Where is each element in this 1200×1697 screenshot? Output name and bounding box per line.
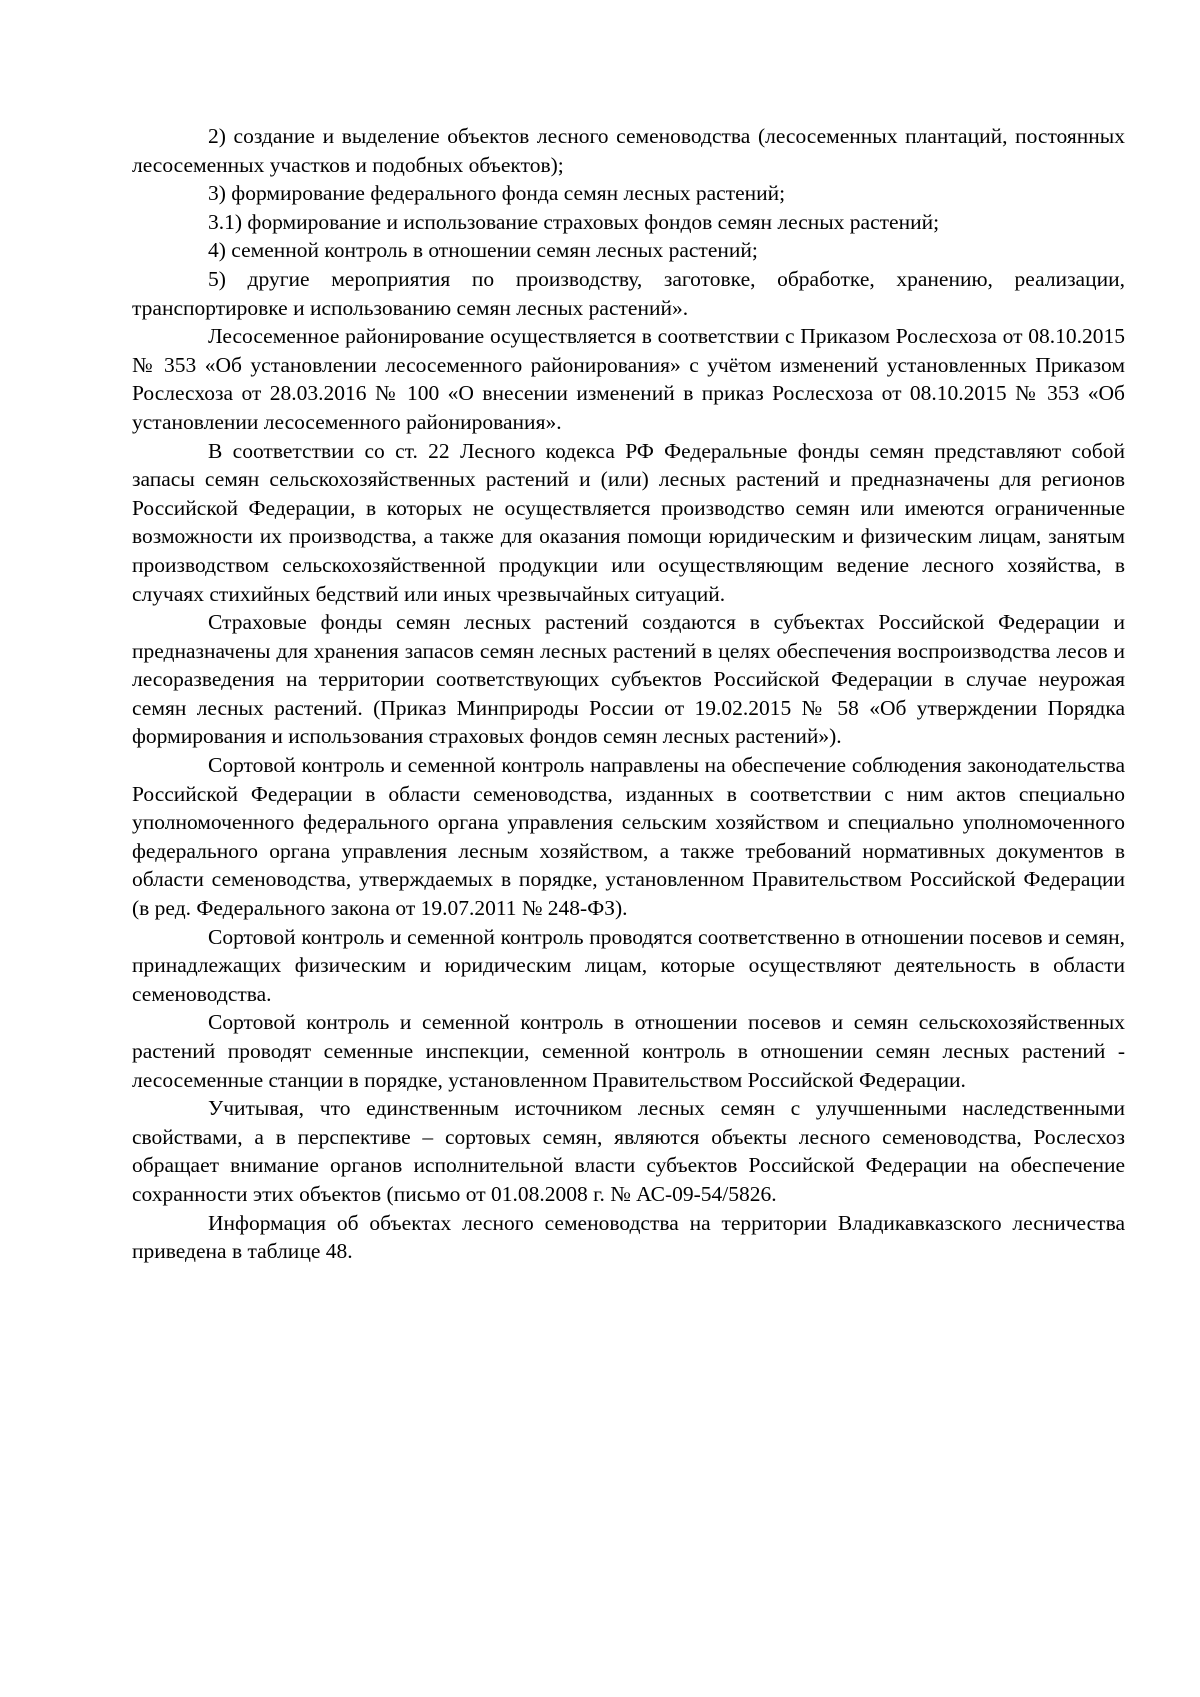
paragraph-table-reference: Информация об объектах лесного семеноводства на территории Владикавказского лесничества приведена в таблице 48. <box>132 1210 1125 1264</box>
paragraph-preservation-notice: Учитывая, что единственным источником лесных семян с улучшенными наследственными свойствами, а в перспективе – сортовых семян, являются объекты лесного семеноводства, Рослесхоз обращает внимание органов исполнительной власти субъектов Российской Федерации на обеспечение сохранности этих объектов (письмо от 01.08.2008 г. № АС-09-54/5826. <box>132 1096 1125 1206</box>
paragraph-insurance-seed-funds: Страховые фонды семян лесных растений создаются в субъектах Российской Федерации и предназначены для хранения запасов семян лесных растений в целях обеспечения воспроизводства лесов и лесоразведения на территории соответствующих субъектов Российской Федерации в случае неурожая семян лесных растений. (Приказ Минприроды России от 19.02.2015 № 58 «Об утверждении Порядка формирования и использования страховых фондов семян лесных растений»). <box>132 610 1125 749</box>
paragraph-varietal-control-scope: Сортовой контроль и семенной контроль проводятся соответственно в отношении посевов и семян, принадлежащих физическим и юридическим лицам, которые осуществляют деятельность в области семеноводства. <box>132 924 1125 1006</box>
list-item-3-1: 3.1) формирование и использование страховых фондов семян лесных растений; <box>208 209 940 234</box>
paragraph-control-bodies: Сортовой контроль и семенной контроль в отношении посевов и семян сельскохозяйственных растений проводят семенные инспекции, семенной контроль в отношении семян лесных растений - лесосеменные станции в порядке, установленном Правительством Российской Федерации. <box>132 1010 1125 1092</box>
list-item-4: 4) семенной контроль в отношении семян лесных растений; <box>208 238 758 263</box>
paragraph-seed-zoning: Лесосеменное районирование осуществляется в соответствии с Приказом Рослесхоза от 08.10.2015 № 353 «Об установлении лесосеменного районирования» с учётом изменений установленных Приказом Рослесхоза от 28.03.2016 № 100 «О внесении изменений в приказ Рослесхоза от 08.10.2015 № 353 «Об установлении лесосеменного районирования». <box>132 324 1125 434</box>
document-page <box>132 122 1125 1266</box>
list-item-3: 3) формирование федерального фонда семян лесных растений; <box>208 181 786 206</box>
list-item-2: 2) создание и выделение объектов лесного семеноводства (лесосеменных плантаций, постоянных лесосеменных участков и подобных объектов); <box>132 124 1125 177</box>
paragraph-varietal-control-purpose: Сортовой контроль и семенной контроль направлены на обеспечение соблюдения законодательства Российской Федерации в области семеноводства, изданных в соответствии с ним актов специально уполномоченного федерального органа управления сельским хозяйством и специально уполномоченного федерального органа управления лесным хозяйством, а также требований нормативных документов в области семеноводства, утверждаемых в порядке, установленном Правительством Российской Федерации (в ред. Федерального закона от 19.07.2011 № 248-ФЗ). <box>132 753 1125 921</box>
paragraph-federal-seed-funds: В соответствии со ст. 22 Лесного кодекса РФ Федеральные фонды семян представляют собой запасы семян сельскохозяйственных растений и (или) лесных растений и предназначены для регионов Российской Федерации, в которых не осуществляется производство семян или имеются ограниченные возможности их производства, а также для оказания помощи юридическим и физическим лицам, занятым производством сельскохозяйственной продукции или осуществляющим ведение лесного хозяйства, в случаях стихийных бедствий или иных чрезвычайных ситуаций. <box>132 438 1125 606</box>
list-item-5: 5) другие мероприятия по производству, заготовке, обработке, хранению, реализации, транспортировке и использованию семян лесных растений». <box>132 266 1125 320</box>
